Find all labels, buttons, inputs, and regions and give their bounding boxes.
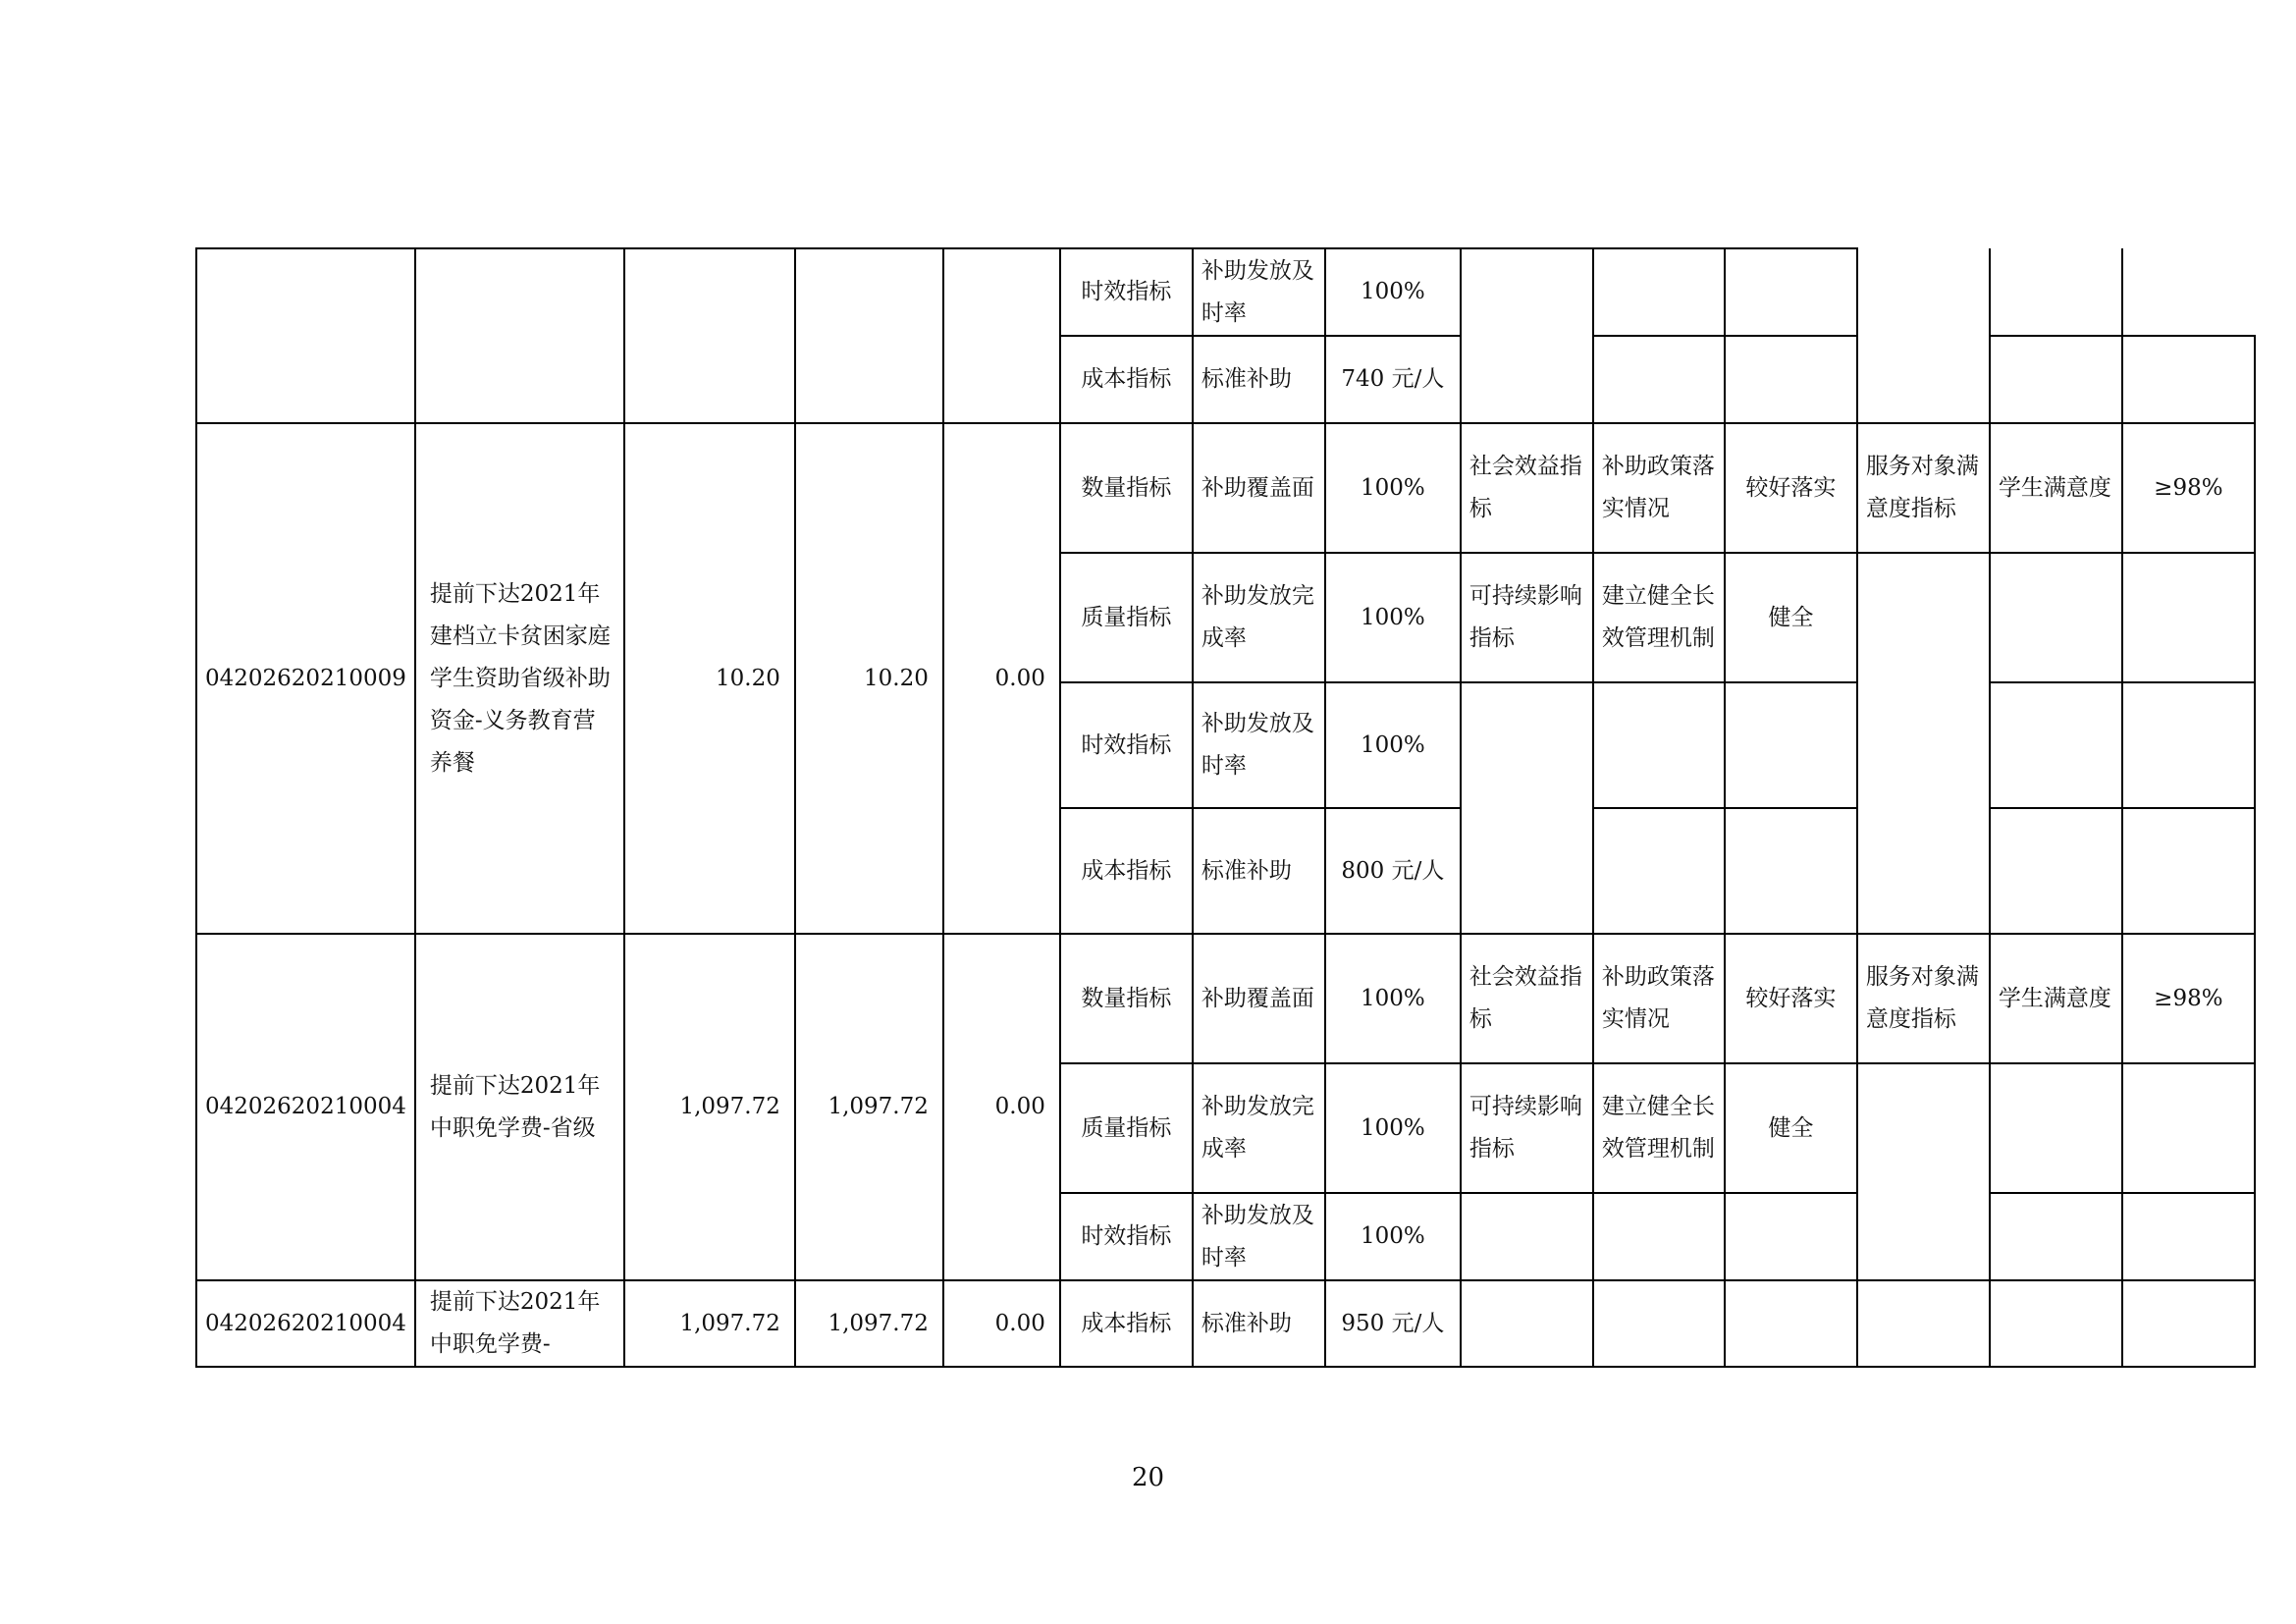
effect-l1-cell: 社会效益指标 bbox=[1461, 934, 1593, 1063]
effect-l1-cell bbox=[1461, 1280, 1593, 1367]
effect-l2-cell bbox=[1593, 1193, 1725, 1280]
indicator-l2-cell: 标准补助 bbox=[1193, 808, 1325, 934]
table-row bbox=[196, 423, 2255, 553]
budget-cell bbox=[624, 248, 795, 423]
effect-l1-cell bbox=[1461, 1193, 1593, 1280]
satisfaction-value-cell bbox=[2122, 808, 2255, 934]
page-number: 20 bbox=[1131, 1463, 1165, 1492]
indicator-value-cell: 100% bbox=[1325, 1063, 1461, 1193]
satisfaction-l2-cell bbox=[1990, 682, 2122, 808]
effect-value-cell bbox=[1725, 1193, 1857, 1280]
satisfaction-l2-cell: 学生满意度 bbox=[1990, 423, 2122, 553]
effect-value-cell bbox=[1725, 248, 1857, 336]
indicator-l2-cell: 补助覆盖面 bbox=[1193, 934, 1325, 1063]
effect-l1-cell: 可持续影响指标 bbox=[1461, 1063, 1593, 1193]
budget-amount: 10.20 bbox=[624, 423, 795, 934]
indicator-value-cell: 100% bbox=[1325, 553, 1461, 682]
project-code: 04202620210009 bbox=[196, 423, 415, 934]
table-row bbox=[196, 934, 2255, 1063]
satisfaction-l2-cell bbox=[1990, 1193, 2122, 1280]
indicator-value-cell: 950 元/人 bbox=[1325, 1280, 1461, 1367]
satisfaction-value-cell bbox=[2122, 1063, 2255, 1193]
satisfaction-value-cell bbox=[2122, 336, 2255, 423]
satisfaction-l1-cell bbox=[1857, 248, 1990, 423]
satisfaction-value-cell bbox=[2122, 248, 2255, 336]
indicator-l1-cell: 质量指标 bbox=[1060, 1063, 1193, 1193]
indicator-l1-cell: 时效指标 bbox=[1060, 682, 1193, 808]
allocated-cell bbox=[795, 248, 943, 423]
indicator-l2-cell: 标准补助 bbox=[1193, 336, 1325, 423]
effect-l2-cell bbox=[1593, 682, 1725, 808]
effect-value-cell bbox=[1725, 808, 1857, 934]
effect-l2-cell bbox=[1593, 336, 1725, 423]
indicator-l2-cell: 标准补助 bbox=[1193, 1280, 1325, 1367]
effect-value-cell bbox=[1725, 336, 1857, 423]
satisfaction-l2-cell bbox=[1990, 553, 2122, 682]
indicator-l1-cell: 成本指标 bbox=[1060, 336, 1193, 423]
indicator-l1-cell: 时效指标 bbox=[1060, 248, 1193, 336]
project-code: 04202620210004 bbox=[196, 934, 415, 1280]
satisfaction-l1-cell bbox=[1857, 1280, 1990, 1367]
budget-amount: 1,097.72 bbox=[624, 934, 795, 1280]
indicator-l1-cell: 质量指标 bbox=[1060, 553, 1193, 682]
satisfaction-value-cell bbox=[2122, 1193, 2255, 1280]
other-amount: 0.00 bbox=[943, 934, 1060, 1280]
satisfaction-l2-cell bbox=[1990, 1280, 2122, 1367]
satisfaction-l2-cell bbox=[1990, 248, 2122, 336]
effect-value-cell bbox=[1725, 1280, 1857, 1367]
effect-value-cell bbox=[1725, 682, 1857, 808]
indicator-l2-cell: 补助发放完成率 bbox=[1193, 553, 1325, 682]
satisfaction-l2-cell bbox=[1990, 336, 2122, 423]
indicator-value-cell: 100% bbox=[1325, 423, 1461, 553]
effect-value-cell: 健全 bbox=[1725, 1063, 1857, 1193]
other-amount: 0.00 bbox=[943, 423, 1060, 934]
effect-l2-cell: 建立健全长效管理机制 bbox=[1593, 1063, 1725, 1193]
indicator-value-cell: 100% bbox=[1325, 248, 1461, 336]
satisfaction-l1-cell bbox=[1857, 553, 1990, 934]
indicator-l1-cell: 数量指标 bbox=[1060, 423, 1193, 553]
effect-value-cell: 较好落实 bbox=[1725, 934, 1857, 1063]
project-name: 提前下达2021年中职免学费-省级 bbox=[415, 934, 624, 1280]
effect-l2-cell: 补助政策落实情况 bbox=[1593, 934, 1725, 1063]
satisfaction-value-cell: ≥98% bbox=[2122, 934, 2255, 1063]
indicator-l2-cell: 补助发放及时率 bbox=[1193, 682, 1325, 808]
satisfaction-l1-cell bbox=[1857, 1063, 1990, 1280]
indicator-value-cell: 800 元/人 bbox=[1325, 808, 1461, 934]
project-name: 提前下达2021年建档立卡贫困家庭学生资助省级补助资金-义务教育营养餐 bbox=[415, 423, 624, 934]
indicator-value-cell: 100% bbox=[1325, 1193, 1461, 1280]
indicator-l2-cell: 补助覆盖面 bbox=[1193, 423, 1325, 553]
table-row bbox=[196, 1280, 2255, 1367]
indicator-l1-cell: 时效指标 bbox=[1060, 1193, 1193, 1280]
performance-indicator-table bbox=[195, 247, 2256, 1368]
satisfaction-value-cell bbox=[2122, 553, 2255, 682]
indicator-l1-cell: 数量指标 bbox=[1060, 934, 1193, 1063]
project-code: 04202620210004 bbox=[196, 1280, 415, 1367]
satisfaction-l1-cell: 服务对象满意度指标 bbox=[1857, 423, 1990, 553]
indicator-l2-cell: 补助发放及时率 bbox=[1193, 248, 1325, 336]
effect-l1-cell: 可持续影响指标 bbox=[1461, 553, 1593, 682]
satisfaction-l2-cell: 学生满意度 bbox=[1990, 934, 2122, 1063]
satisfaction-l2-cell bbox=[1990, 808, 2122, 934]
indicator-l2-cell: 补助发放及时率 bbox=[1193, 1193, 1325, 1280]
effect-value-cell: 较好落实 bbox=[1725, 423, 1857, 553]
project-name-cell bbox=[415, 248, 624, 423]
table-row bbox=[196, 248, 2255, 336]
satisfaction-value-cell bbox=[2122, 682, 2255, 808]
indicator-l2-cell: 补助发放完成率 bbox=[1193, 1063, 1325, 1193]
satisfaction-value-cell bbox=[2122, 1280, 2255, 1367]
indicator-value-cell: 740 元/人 bbox=[1325, 336, 1461, 423]
effect-value-cell: 健全 bbox=[1725, 553, 1857, 682]
indicator-l1-cell: 成本指标 bbox=[1060, 1280, 1193, 1367]
allocated-amount: 10.20 bbox=[795, 423, 943, 934]
effect-l2-cell: 补助政策落实情况 bbox=[1593, 423, 1725, 553]
project-name: 提前下达2021年中职免学费- bbox=[415, 1280, 624, 1367]
effect-l2-cell bbox=[1593, 1280, 1725, 1367]
budget-amount: 1,097.72 bbox=[624, 1280, 795, 1367]
indicator-value-cell: 100% bbox=[1325, 934, 1461, 1063]
satisfaction-l2-cell bbox=[1990, 1063, 2122, 1193]
satisfaction-l1-cell: 服务对象满意度指标 bbox=[1857, 934, 1990, 1063]
effect-l1-cell bbox=[1461, 248, 1593, 423]
other-funds-cell bbox=[943, 248, 1060, 423]
indicator-l1-cell: 成本指标 bbox=[1060, 808, 1193, 934]
effect-l2-cell bbox=[1593, 248, 1725, 336]
other-amount: 0.00 bbox=[943, 1280, 1060, 1367]
allocated-amount: 1,097.72 bbox=[795, 934, 943, 1280]
satisfaction-value-cell: ≥98% bbox=[2122, 423, 2255, 553]
code-cell bbox=[196, 248, 415, 423]
allocated-amount: 1,097.72 bbox=[795, 1280, 943, 1367]
effect-l1-cell bbox=[1461, 682, 1593, 934]
effect-l2-cell: 建立健全长效管理机制 bbox=[1593, 553, 1725, 682]
effect-l2-cell bbox=[1593, 808, 1725, 934]
indicator-value-cell: 100% bbox=[1325, 682, 1461, 808]
effect-l1-cell: 社会效益指标 bbox=[1461, 423, 1593, 553]
